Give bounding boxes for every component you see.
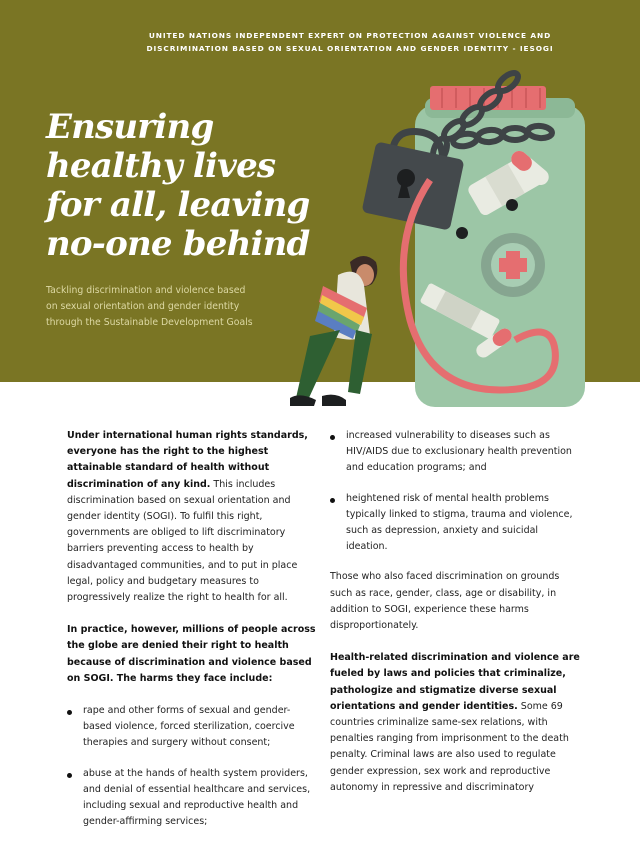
- subtitle-line: Tackling discrimination and violence based: [46, 285, 246, 296]
- list-item: [330, 428, 580, 477]
- right-column: [330, 428, 580, 812]
- subtitle-line: through the Sustainable Development Goals: [46, 317, 253, 328]
- subtitle: [46, 283, 296, 331]
- dot-icon: [456, 227, 468, 239]
- list-item: [330, 491, 580, 556]
- organization-name: [120, 29, 580, 55]
- intro-paragraph: [67, 428, 317, 606]
- harms-list: [330, 428, 580, 555]
- practice-bold: In practice, however, millions of people across the globe are denied their right to health because of discrimination and violence based on SOGI. The harms they face include:: [67, 624, 316, 684]
- list-item: [67, 766, 317, 831]
- practice-paragraph: [67, 622, 317, 687]
- laws-text: Some 69 countries criminalize same-sex relations, with penalties ranging from imprisonment to the death penalty. Criminal laws are also used to regulate gender expression, sex work and reproductive autonomy in repressive and discriminatory: [330, 700, 569, 793]
- dot-icon: [506, 199, 518, 211]
- list-item: [67, 703, 317, 752]
- title-line: healthy lives: [46, 146, 276, 186]
- health-jar-illustration: [280, 60, 600, 410]
- organization-line: UNITED NATIONS INDEPENDENT EXPERT ON PROTECTION AGAINST VIOLENCE AND: [148, 31, 552, 40]
- intersection-paragraph: Those who also faced discrimination on grounds such as race, gender, class, age or disability, in addition to SOGI, experience these harms disproportionately.: [330, 571, 560, 632]
- title-line: Ensuring: [46, 107, 214, 147]
- bullet-icon: [67, 710, 72, 715]
- medical-cross-icon: [481, 233, 545, 297]
- list-item-text: rape and other forms of sexual and gender-based violence, forced sterilization, coercive therapies and surgery without consent;: [83, 705, 295, 749]
- person-figure: [290, 256, 377, 406]
- bullet-icon: [330, 435, 335, 440]
- intro-text: This includes discrimination based on sexual orientation and gender identity (SOGI). To fulfil this right, governments are obliged to lift discriminatory barriers preventing access to health by disadvantaged communities, and to put in place legal, policy and budgetary measures to progressively realize the right to health for all.: [67, 478, 298, 604]
- laws-bold: Health-related discrimination and violence are fueled by laws and policies that criminalize, pathologize and stigmatize diverse sexual orientations and gender identities.: [330, 652, 580, 712]
- harms-list: [67, 703, 317, 830]
- bullet-icon: [330, 498, 335, 503]
- title-line: for all, leaving: [46, 185, 310, 225]
- organization-line: DISCRIMINATION BASED ON SEXUAL ORIENTATION AND GENDER IDENTITY - IESOGI: [146, 44, 554, 53]
- laws-paragraph: [330, 650, 580, 796]
- list-item-text: increased vulnerability to diseases such as HIV/AIDS due to exclusionary health prevention and education programs; and: [346, 430, 572, 474]
- intro-bold: Under international human rights standards, everyone has the right to the highest attainable standard of health without discrimination of any kind.: [67, 430, 308, 490]
- list-item-text: abuse at the hands of health system providers, and denial of essential healthcare and services, including sexual and reproductive health and gender-affirming services;: [83, 767, 311, 828]
- subtitle-line: on sexual orientation and gender identity: [46, 301, 240, 312]
- title-line: no-one behind: [46, 224, 310, 264]
- list-item-text: heightened risk of mental health problems typically linked to stigma, trauma and violence, such as depression, anxiety and suicidal ideation.: [346, 492, 573, 553]
- left-column: [67, 428, 317, 844]
- bullet-icon: [67, 773, 72, 778]
